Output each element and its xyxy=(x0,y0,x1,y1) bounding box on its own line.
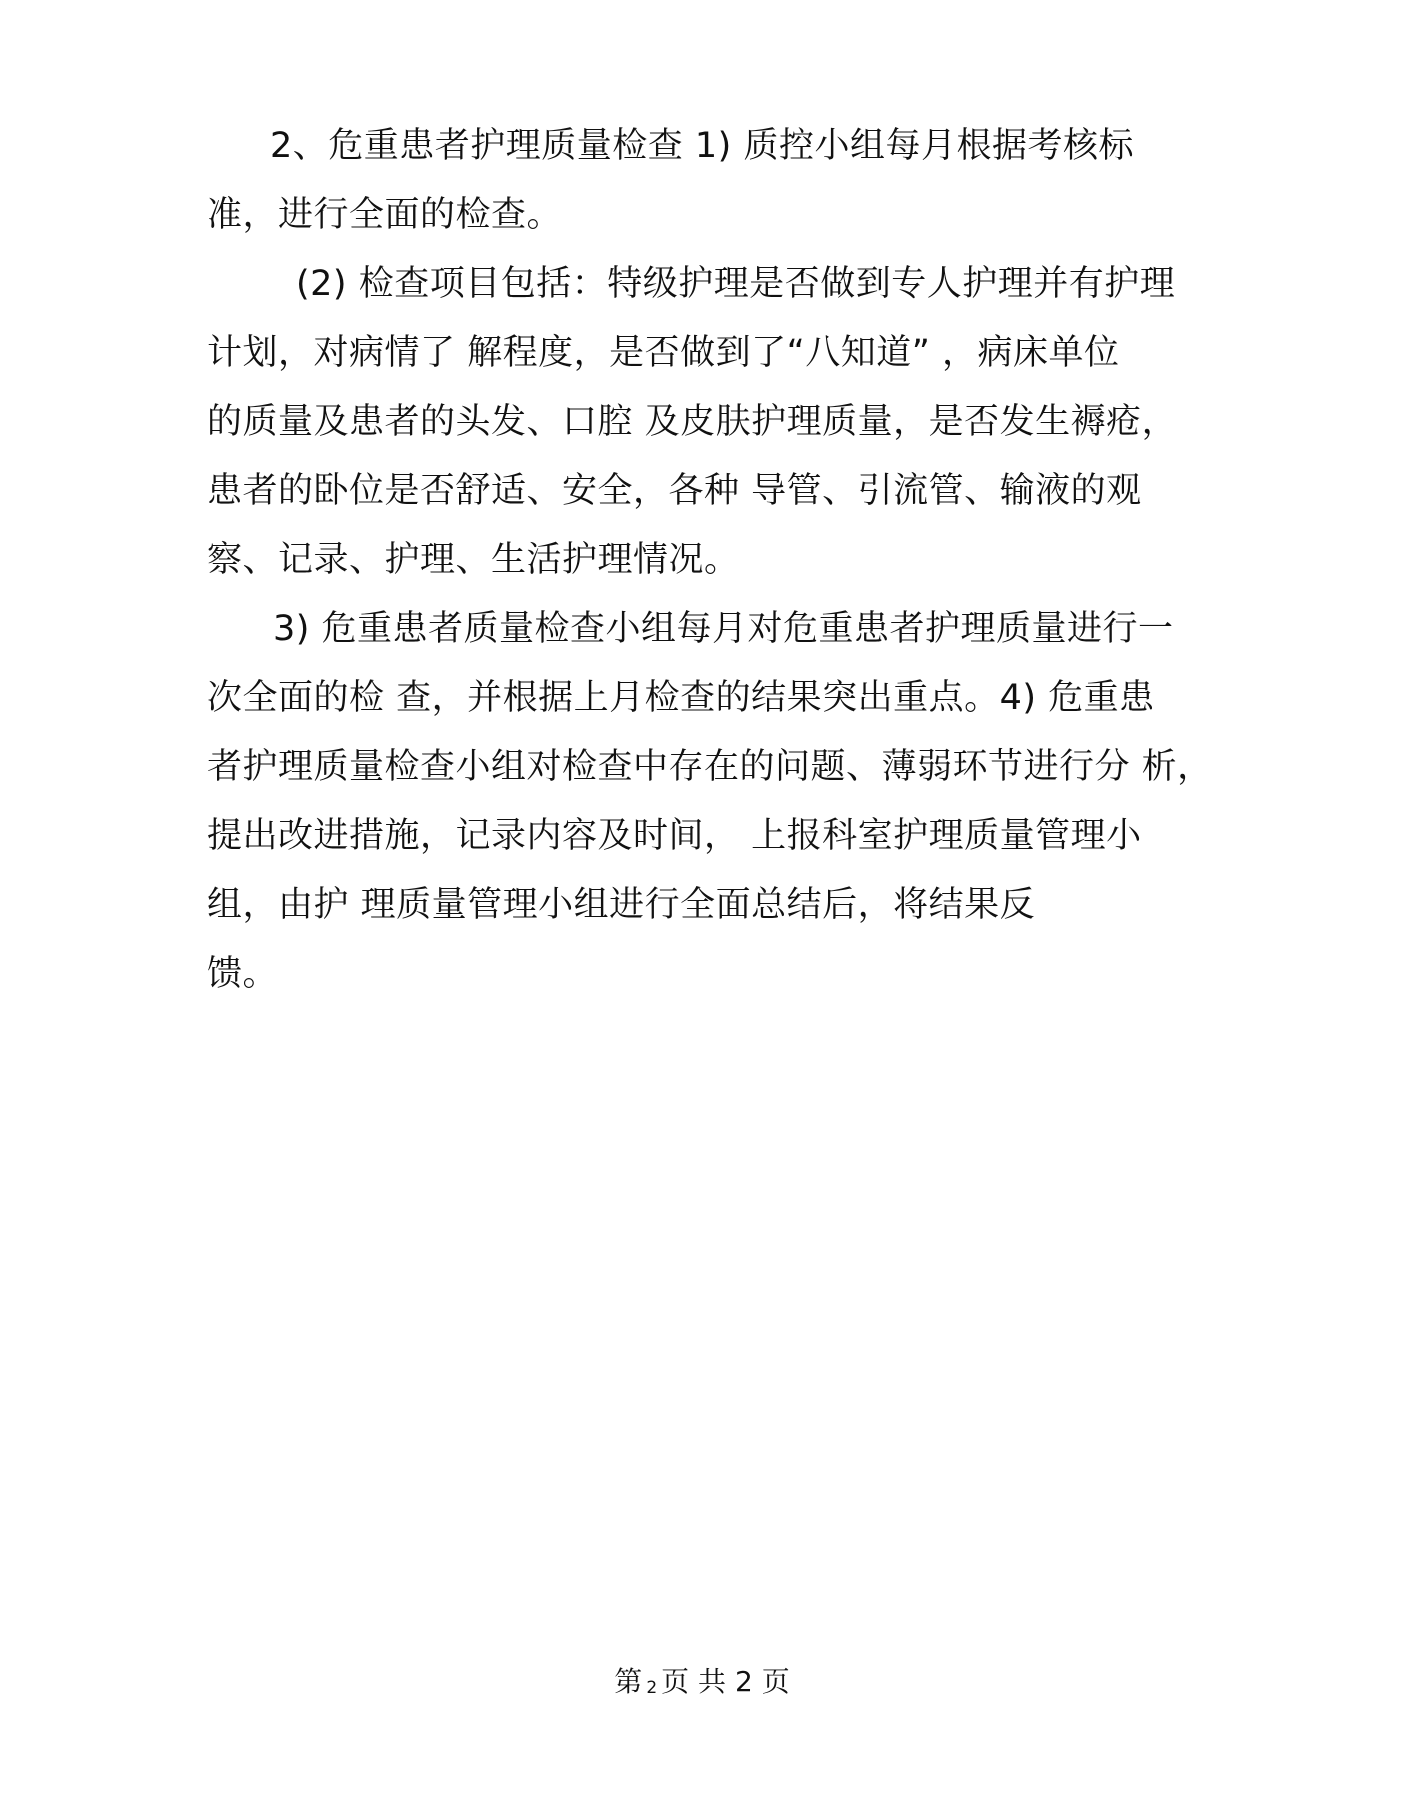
paragraph-line: 提出改进措施，记录内容及时间， 上报科室护理质量管理小 xyxy=(207,816,1142,856)
paragraph-line: 患者的卧位是否舒适、安全，各种 导管、引流管、输液的观 xyxy=(207,471,1142,511)
paragraph-line: 3) 危重患者质量检查小组每月对危重患者护理质量进行一 xyxy=(273,609,1174,649)
paragraph-line: 馈。 xyxy=(207,954,279,994)
paragraph-line: 准，进行全面的检查。 xyxy=(207,195,563,235)
page-footer xyxy=(0,1664,1404,1706)
paragraph-line: 者护理质量检查小组对检查中存在的问题、薄弱环节进行分 析， xyxy=(207,747,1213,787)
footer-total-pages: 2 xyxy=(734,1665,753,1698)
paragraph-line: (2) 检查项目包括：特级护理是否做到专人护理并有护理 xyxy=(296,264,1176,304)
paragraph-line: 次全面的检 查，并根据上月检查的结果突出重点。4) 危重患 xyxy=(207,678,1155,718)
paragraph-line: 计划，对病情了 解程度，是否做到了“八知道” ，病床单位 xyxy=(207,333,1120,373)
paragraph-line: 2、危重患者护理质量检查 1) 质控小组每月根据考核标 xyxy=(270,126,1134,166)
footer-middle: 页 共 xyxy=(661,1665,727,1698)
paragraph-line: 的质量及患者的头发、口腔 及皮肤护理质量，是否发生褥疮， xyxy=(207,402,1178,442)
footer-current-page: 2 xyxy=(646,1678,658,1698)
footer-prefix: 第 xyxy=(614,1665,643,1698)
footer-suffix: 页 xyxy=(761,1665,790,1698)
paragraph-line: 组，由护 理质量管理小组进行全面总结后，将结果反 xyxy=(207,885,1036,925)
paragraph-line: 察、记录、护理、生活护理情况。 xyxy=(207,540,740,580)
